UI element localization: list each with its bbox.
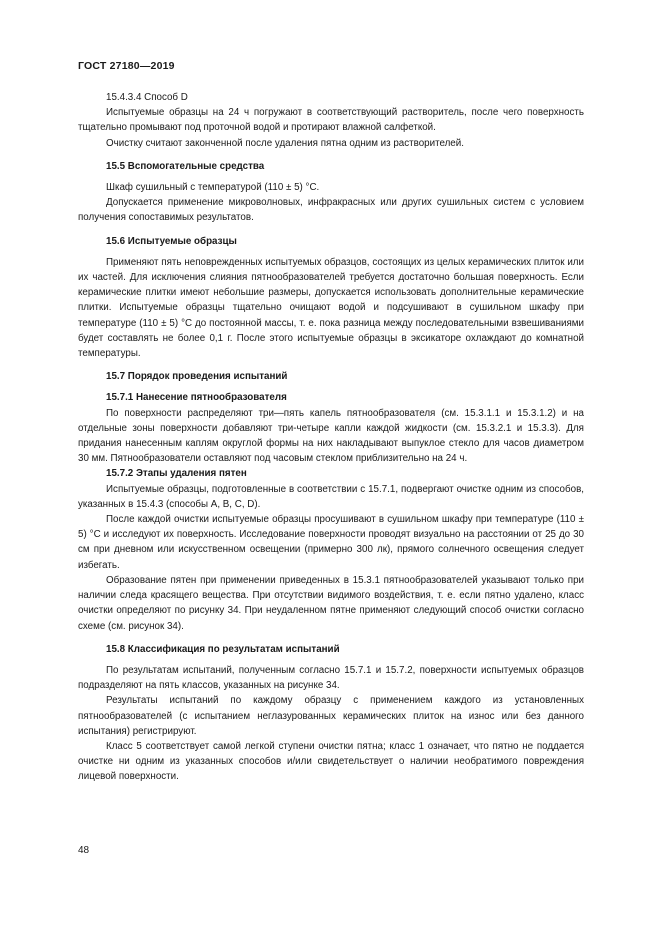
paragraph: Класс 5 соответствует самой легкой ступени очистки пятна; класс 1 означает, что пятно не поддается очистке ни одним из указанных способов и/или свидетельствует о наличии необратимого повреждения лицевой поверхности. [78, 740, 584, 783]
paragraph: По поверхности распределяют три—пять капель пятнообразователя (см. 15.3.1.1 и 15.3.1.2) и на отдельные зоны поверхности добавляют три-четыре капли каждой жидкости (см. 15.3.2.1 и 15.3.3). Для придания нанесенным каплям округлой формы на них накладывают выпуклое стекло для часов диаметром 30 мм. Пятнообразователи оставляют под часовым стеклом приблизительно на 24 ч. [78, 407, 584, 465]
document-body [78, 90, 584, 785]
section-title-15-7: 15.7 Порядок проведения испытаний [106, 371, 288, 383]
paragraph: Применяют пять неповрежденных испытуемых образцов, состоящих из целых керамических плиток или их частей. Для исключения слияния пятнообразователей требуется достаточно большая поверхность. Если керамические плитки имеют небольшие размеры, допускается использовать дополнительные керамические плитки. Испытуемые образцы тщательно очищают водой и подсушивают в сушильном шкафу при температуре (110 ± 5) °С до постоянной массы, т. е. пока разница между последовательными взвешиваниями будет составлять не более 0,1 г. После этого испытуемые образцы в эксикаторе охлаждают до комнатной температуры. [78, 256, 584, 360]
paragraph: Очистку считают законченной после удаления пятна одним из растворителей. [106, 137, 464, 149]
section-title-15-8: 15.8 Классификация по результатам испытаний [106, 643, 340, 655]
paragraph: По результатам испытаний, полученным согласно 15.7.1 и 15.7.2, поверхности испытуемых образцов подразделяют на пять классов, указанных на рисунке 34. [78, 664, 584, 692]
subsection-title-15-7-1: 15.7.1 Нанесение пятнообразователя [106, 392, 287, 404]
paragraph: После каждой очистки испытуемые образцы просушивают в сушильном шкафу при температуре (110 ± 5) °С и исследуют их поверхность. Исследование поверхности проводят визуально на расстоянии от 25 до 30 см при дневном или искусственном освещении (примерно 300 лк), прямого солнечного освещения следует избегать. [78, 514, 584, 571]
section-title-15-6: 15.6 Испытуемые образцы [106, 235, 237, 247]
paragraph: Образование пятен при применении приведенных в 15.3.1 пятнообразователей указывают только при наличии следа красящего вещества. При отсутствии видимого воздействия, т. е. если пятно удалено, класс очистки определяют по рисунку 34. При неудаленном пятне применяют следующий способ очистки согласно схеме (см. рисунок 34). [78, 574, 584, 632]
paragraph: Испытуемые образцы на 24 ч погружают в соответствующий растворитель, после чего поверхность тщательно промывают под проточной водой и протирают влажной салфеткой. [78, 107, 584, 134]
document-header: ГОСТ 27180—2019 [78, 60, 175, 72]
subsection-title-15-7-2: 15.7.2 Этапы удаления пятен [106, 468, 247, 480]
page-number: 48 [78, 845, 90, 856]
paragraph: Допускается применение микроволновых, инфракрасных или других сушильных систем с условием получения сопоставимых результатов. [78, 197, 584, 224]
paragraph: Результаты испытаний по каждому образцу с применением каждого из установленных пятнообразователей (с испытанием неглазурованных керамических плиток на износ или без данного испытания) регистрируют. [78, 695, 584, 737]
paragraph: Испытуемые образцы, подготовленные в соответствии с 15.7.1, подвергают очистке одним из способов, указанных в 15.4.3 (способы А, В, С, D). [78, 483, 584, 510]
subsection-title-15-4-3-4: 15.4.3.4 Способ D [106, 92, 188, 103]
paragraph: Шкаф сушильный с температурой (110 ± 5) °С. [106, 182, 320, 194]
section-title-15-5: 15.5 Вспомогательные средства [106, 160, 265, 172]
